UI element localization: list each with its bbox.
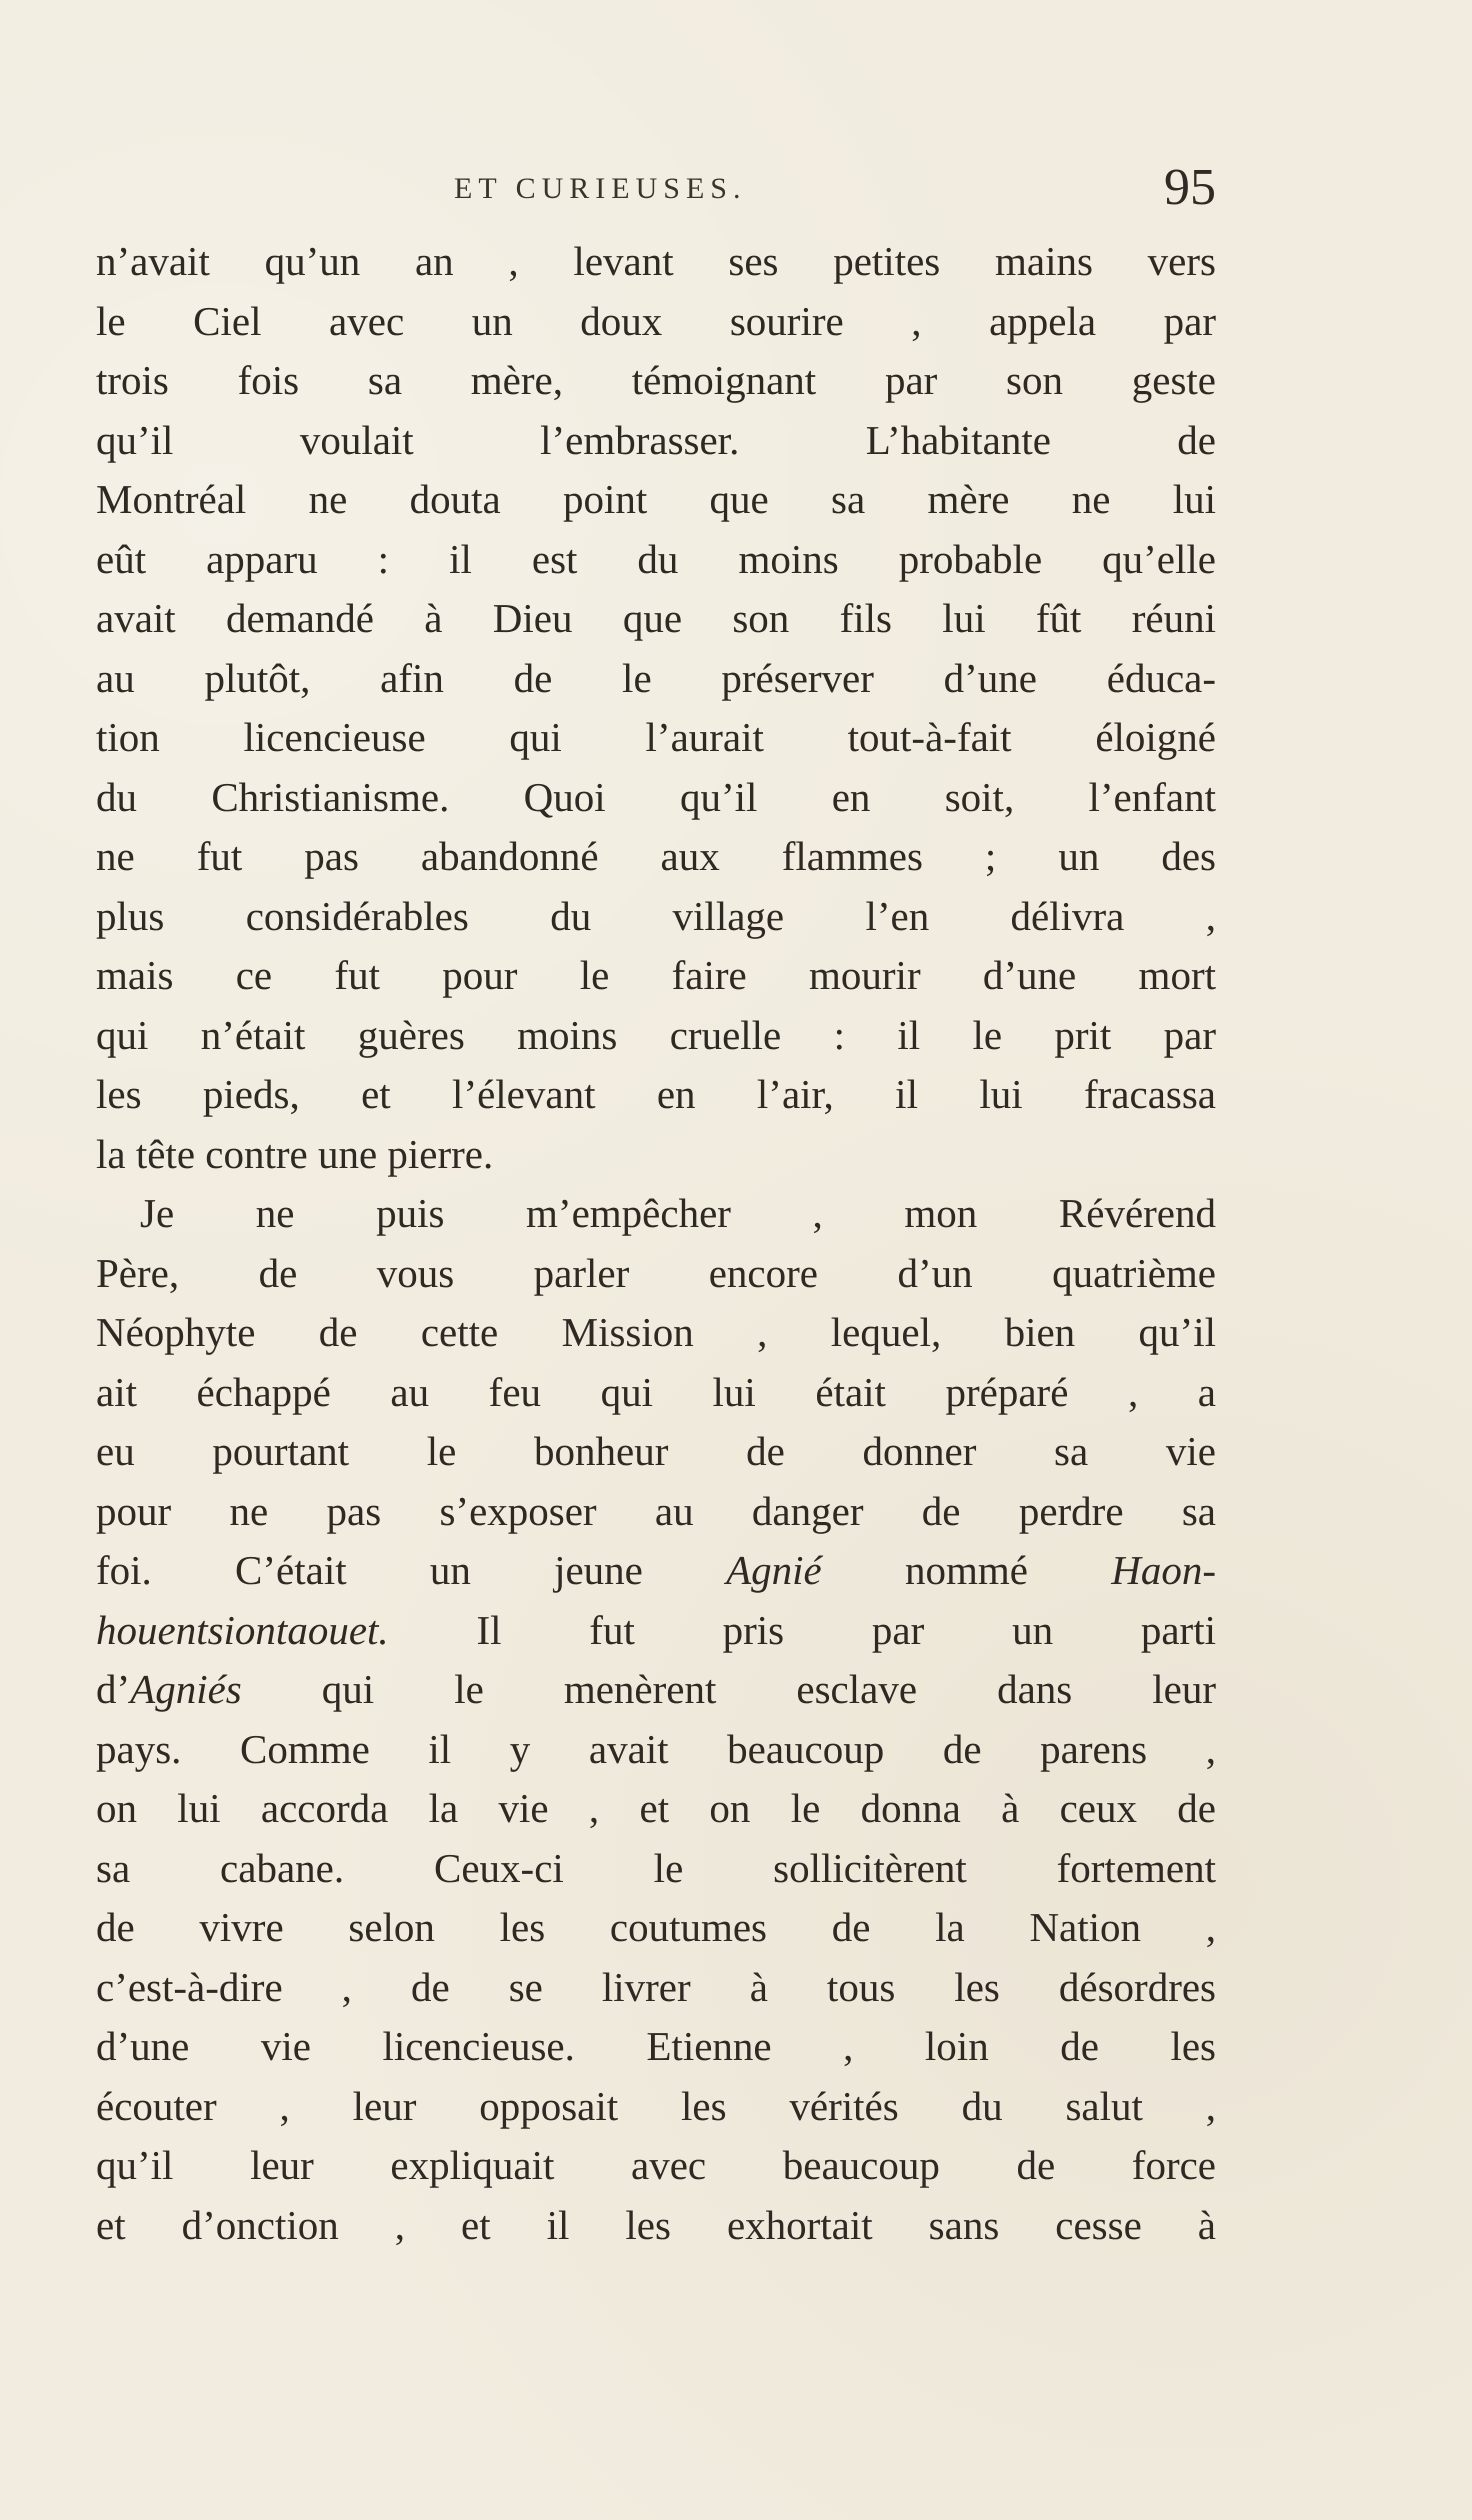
body-text <box>96 232 1216 2255</box>
text-line-26: pays. Comme il y avait beaucoup de parens , <box>96 1725 1216 1772</box>
text-line-25 <box>96 1660 1216 1720</box>
running-head: ET CURIEUSES. <box>454 172 747 205</box>
text-line-23-middle: nommé <box>821 1547 1112 1593</box>
text-line-9: tion licencieuse qui l’aurait tout-à-fait éloigné <box>96 714 1216 760</box>
text-line-29: de vivre selon les coutumes de la Nation , <box>96 1904 1216 1950</box>
text-line-17: Je ne puis m’empêcher , mon Révérend <box>140 1190 1216 1236</box>
text-line-28: sa cabane. Ceux-ci le sollicitèrent fortement <box>96 1844 1216 1891</box>
text-line-25-after: qui le menèrent esclave dans leur <box>241 1666 1216 1712</box>
page-number: 95 <box>1164 159 1216 216</box>
text-line-31: d’une vie licencieuse. Etienne , loin de les <box>96 2023 1216 2069</box>
text-line-15: les pieds, et l’élevant en l’air, il lui fracassa <box>96 1071 1216 1117</box>
text-line-7: avait demandé à Dieu que son fils lui fût réuni <box>96 595 1216 641</box>
text-line-24 <box>96 1601 1216 1661</box>
text-line-11: ne fut pas abandonné aux flammes ; un des <box>96 833 1216 879</box>
text-line-1: n’avait qu’un an , levant ses petites mains vers <box>96 238 1216 284</box>
text-line-5: Montréal ne douta point que sa mère ne lui <box>96 476 1216 522</box>
text-line-2: le Ciel avec un doux sourire , appela par <box>96 297 1216 344</box>
text-line-3: trois fois sa mère, témoignant par son geste <box>96 357 1216 403</box>
text-line-23-italic-1: Agnié <box>726 1547 822 1593</box>
text-line-27: on lui accorda la vie , et on le donna à ceux de <box>96 1785 1216 1831</box>
text-line-32: écouter , leur opposait les vérités du salut , <box>96 2082 1216 2129</box>
text-line-6: eût apparu : il est du moins probable qu’elle <box>96 535 1216 582</box>
text-line-19: Néophyte de cette Mission , lequel, bien qu’il <box>96 1309 1216 1355</box>
text-line-25-before: d’ <box>96 1666 131 1712</box>
text-line-23 <box>96 1541 1216 1601</box>
page-header <box>96 159 1216 230</box>
text-line-12: plus considérables du village l’en délivra , <box>96 892 1216 939</box>
text-line-24-after: Il fut pris par un parti <box>388 1606 1216 1653</box>
text-line-13: mais ce fut pour le faire mourir d’une mort <box>96 952 1216 998</box>
text-line-24-italic: houentsiontaouet. <box>96 1606 389 1653</box>
text-line-33: qu’il leur expliquait avec beaucoup de force <box>96 2142 1216 2188</box>
text-line-23-before: foi. C’était un jeune <box>96 1547 727 1593</box>
text-line-21: eu pourtant le bonheur de donner sa vie <box>96 1428 1216 1474</box>
text-line-23-italic-2: Haon- <box>1111 1547 1216 1593</box>
text-line-8: au plutôt, afin de le préserver d’une éduca- <box>96 654 1216 701</box>
text-line-14: qui n’était guères moins cruelle : il le prit par <box>96 1011 1216 1058</box>
text-line-25-italic: Agniés <box>130 1666 242 1712</box>
text-line-30: c’est-à-dire , de se livrer à tous les désordres <box>96 1963 1216 2010</box>
text-line-34: et d’onction , et il les exhortait sans cesse à <box>96 2201 1216 2248</box>
text-line-22: pour ne pas s’exposer au danger de perdre sa <box>96 1487 1216 1534</box>
text-line-16: la tête contre une pierre. <box>96 1130 494 1177</box>
text-line-20: ait échappé au feu qui lui était préparé , a <box>96 1368 1216 1415</box>
text-line-10: du Christianisme. Quoi qu’il en soit, l’enfant <box>96 773 1216 820</box>
text-line-4: qu’il voulait l’embrasser. L’habitante de <box>96 416 1216 463</box>
text-line-18: Père, de vous parler encore d’un quatrième <box>96 1249 1216 1296</box>
